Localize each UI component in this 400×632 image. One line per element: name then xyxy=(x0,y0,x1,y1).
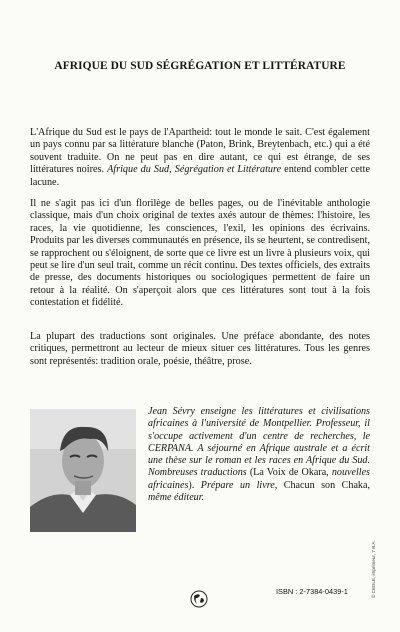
intro-text-a: L'Afrique du Sud est le pays de l'Apartheid: tout le monde le sait. C'est également un pays connu par sa littérature blanche (Paton, Brink, Breytenbach, etc.) qui a été souvent traduite. On ne peut pas en dire autant, ce qui est étrange, de ses littératures noires. xyxy=(30,127,370,176)
isbn: ISBN : 2-7384-0439-1 xyxy=(276,587,348,596)
intro-text-b: entend combler cette lacune. xyxy=(30,164,370,188)
printer-credit: © CEDLE, imprimeur, 7 B.A. xyxy=(371,540,376,598)
book-title: AFRIQUE DU SUD SÉGRÉGATION ET LITTÉRATURE xyxy=(54,60,346,72)
author-portrait-illustration xyxy=(30,409,136,532)
author-bio xyxy=(148,406,370,504)
bio-text-5: Prépare un livre, xyxy=(200,479,278,491)
intro-paragraph xyxy=(30,127,370,189)
bio-text-6: Chacun son Chaka, xyxy=(277,479,370,491)
bio-text-2: (La Voix de Okara, xyxy=(246,467,332,479)
bio-text-4: ). xyxy=(188,479,201,491)
author-photo xyxy=(30,409,136,532)
description-paragraph: Il ne s'agit pas ici d'un florilège de belles pages, ou de l'inévitable anthologie classique, mais d'un choix original de textes axés autour de thèmes: l'histoire, les races, la vie quotidienne, les consciences, l'exil, les opinions des écrivains. Produits par les diverses communautés en présence, ils se heurtent, se contredisent, se rapprochent ou s'éloignent, de sorte que ce livre est un livre à plusieurs voix, qui peut se lire d'un seul trait, comme un récit continu. Des textes officiels, des extraits de presse, des documents historiques ou sociologiques permettent de faire un retour à la réalité. On s'aperçoit alors que ces littératures sont tout à la fois contestation et fidélité. xyxy=(30,198,370,309)
publisher-globe-icon xyxy=(190,590,208,608)
bio-text-1: Jean Sévry enseigne les littératures et civilisations africaines à l'université de Montpellier. Professeur, il s'occupe activement d'un centre de recherches, le CERPANA. A séjourné en Afrique australe et a écrit une thèse sur le roman et les races en Afrique du Sud. Nombreuses traductions xyxy=(148,406,370,479)
bio-text-7: même éditeur. xyxy=(148,492,205,504)
bio-text-3: nouvelles africaines xyxy=(148,467,370,491)
translations-paragraph: La plupart des traductions sont originales. Une préface abondante, des notes critiques, permettront au lecteur de mieux situer ces littératures. Tous les genres sont représentés: tradition orale, poésie, théâtre, prose. xyxy=(30,331,370,367)
intro-book-title: Afrique du Sud, Ségrégation et Littérature xyxy=(107,164,282,176)
